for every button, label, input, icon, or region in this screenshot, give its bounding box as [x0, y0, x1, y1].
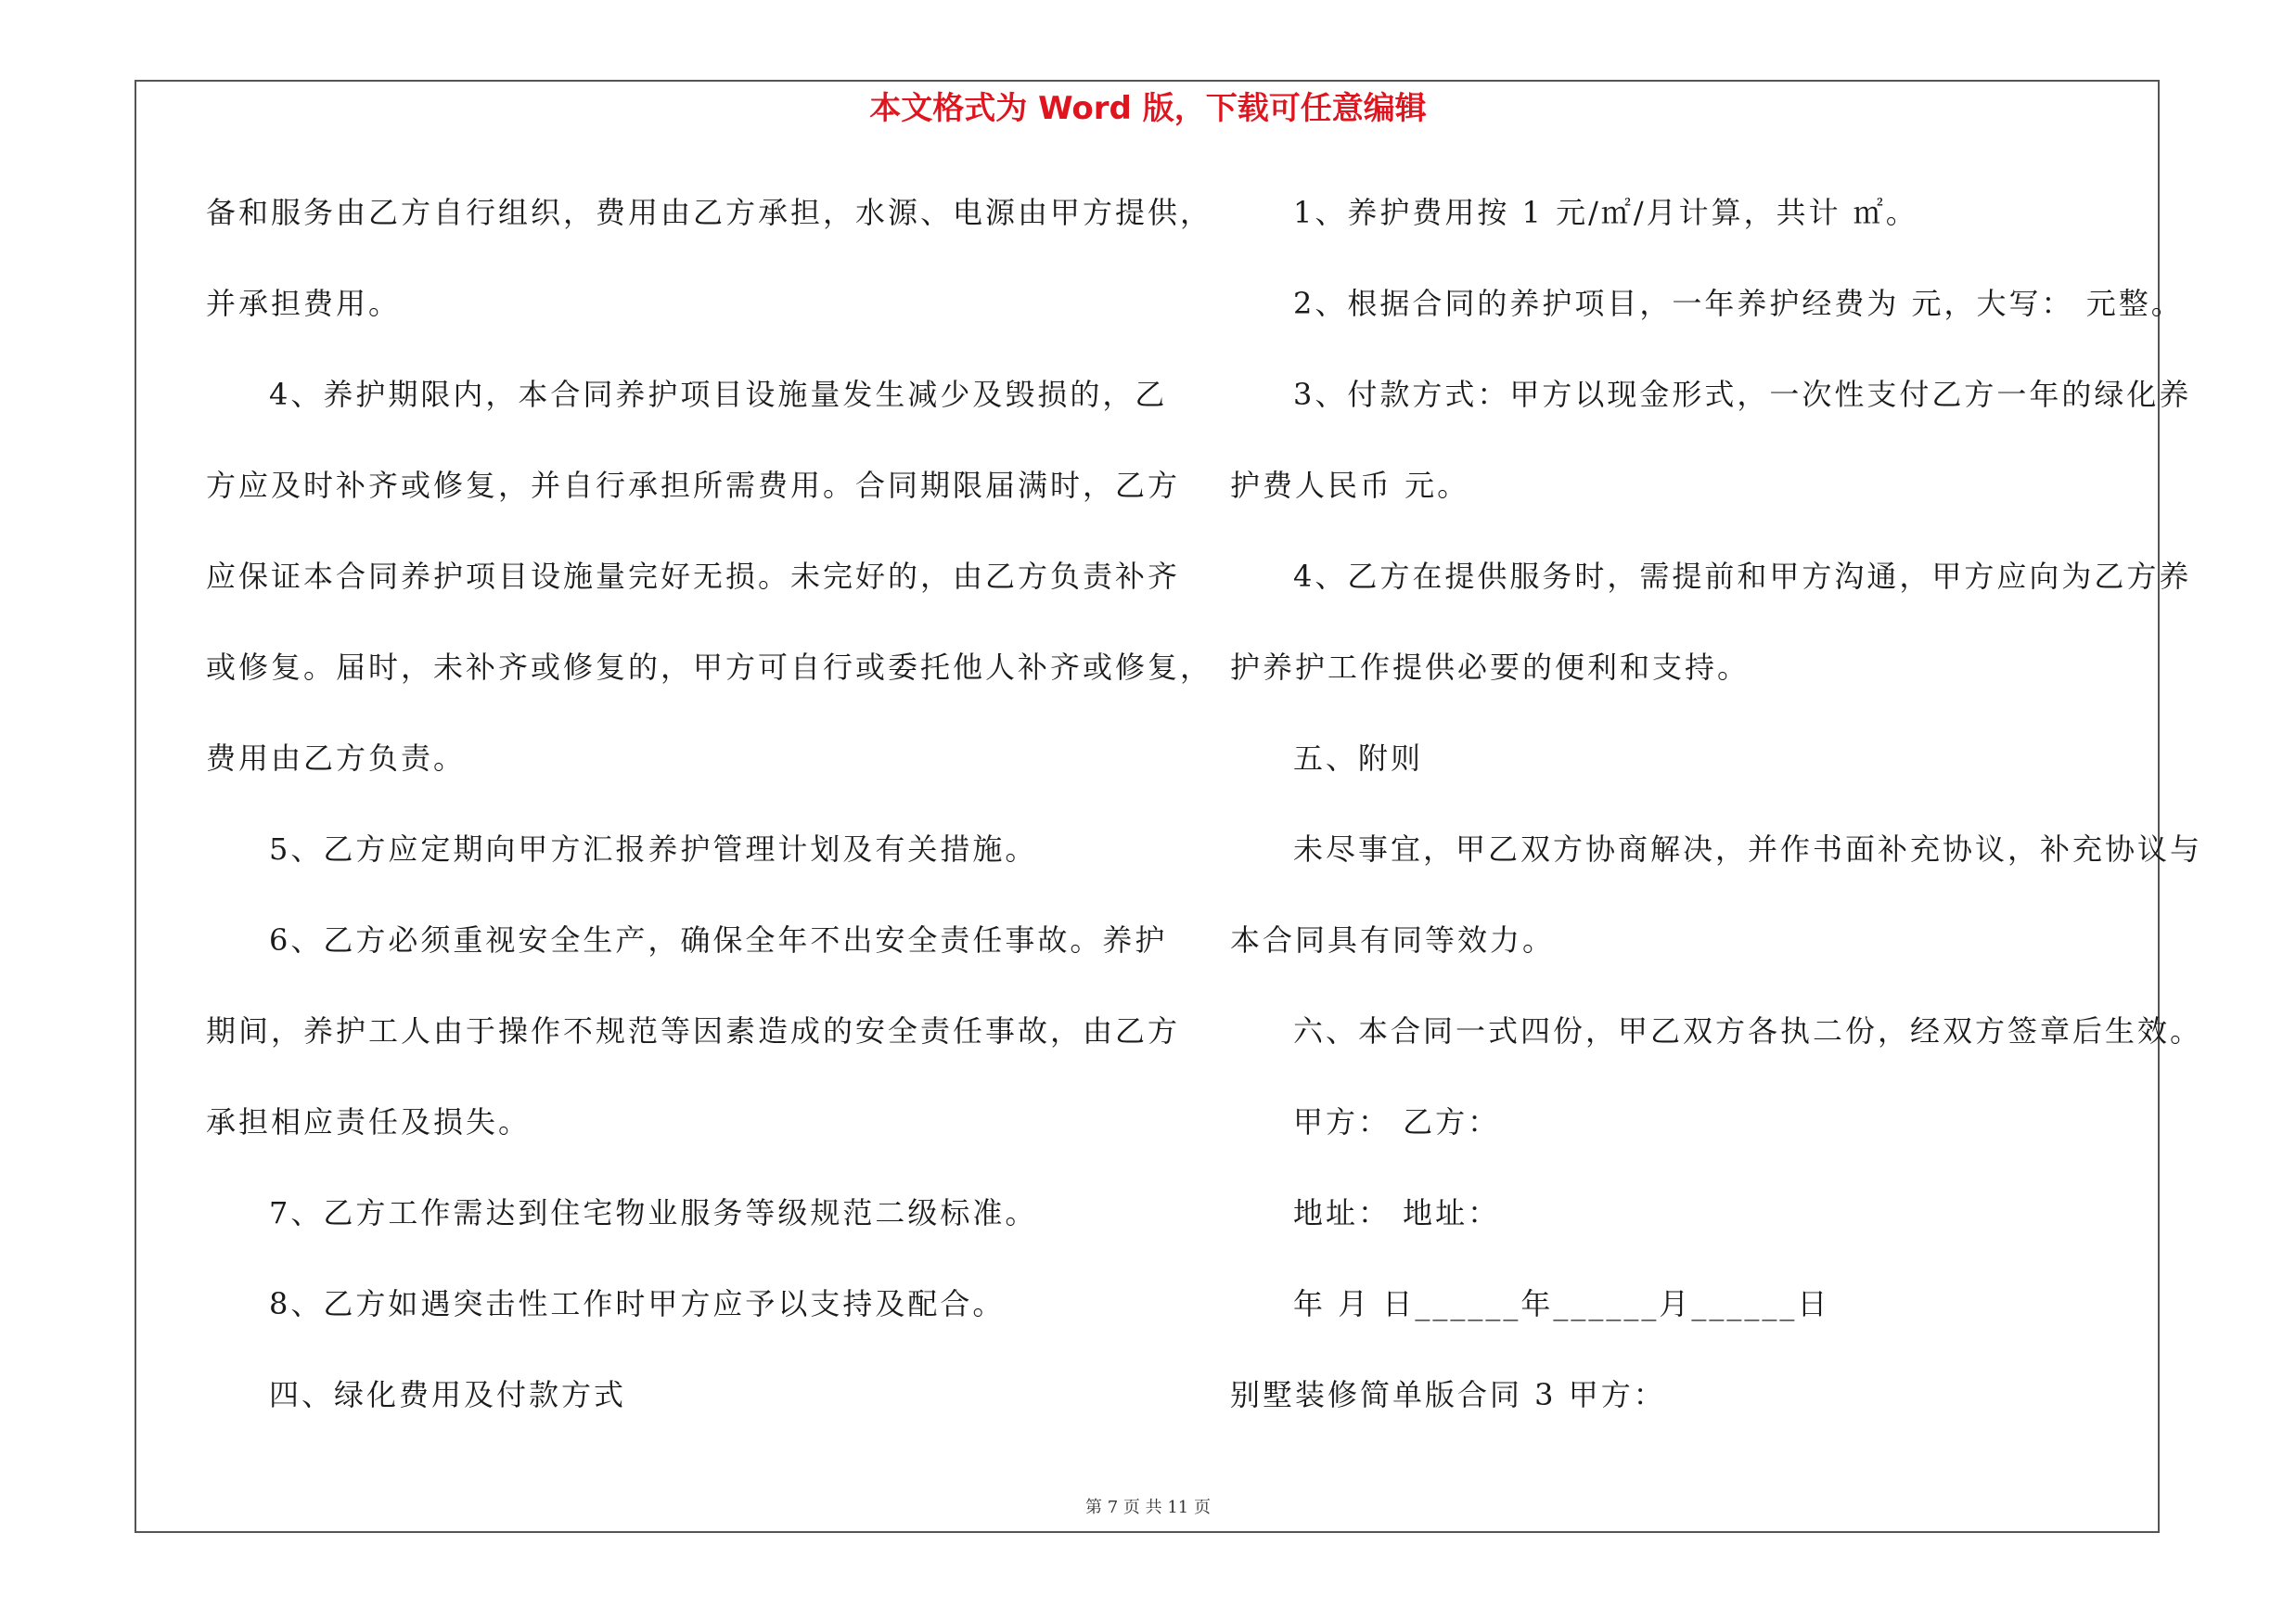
paragraph-line: 本合同具有同等效力。 — [1230, 922, 1556, 958]
paragraph-line: 8、乙方如遇突击性工作时甲方应予以支持及配合。 — [269, 1286, 1006, 1321]
left-column — [206, 184, 1213, 1457]
paragraph-line: 4、养护期限内，本合同养护项目设施量发生减少及毁损的，乙 — [269, 377, 1168, 412]
paragraph-line: 5、乙方应定期向甲方汇报养护管理计划及有关措施。 — [269, 831, 1038, 867]
paragraph-line: 或修复。届时，未补齐或修复的，甲方可自行或委托他人补齐或修复， — [206, 650, 1213, 685]
paragraph-line: 六、本合同一式四份，甲乙双方各执二份，经双方签章后生效。 — [1293, 1013, 2203, 1049]
paragraph-line: 费用由乙方负责。 — [206, 741, 467, 776]
paragraph-line: 护养护工作提供必要的便利和支持。 — [1230, 650, 1751, 685]
date-line: 年 月 日______年______月______日 — [1293, 1286, 1830, 1321]
section-heading: 五、附则 — [1293, 741, 1424, 776]
paragraph-line: 应保证本合同养护项目设施量完好无损。未完好的，由乙方负责补齐 — [206, 559, 1181, 594]
paragraph-line: 并承担费用。 — [206, 286, 402, 321]
paragraph-line: 期间，养护工人由于操作不规范等因素造成的安全责任事故，由乙方 — [206, 1013, 1181, 1049]
paragraph-line: 承担相应责任及损失。 — [206, 1104, 532, 1140]
section-heading: 四、绿化费用及付款方式 — [269, 1377, 627, 1412]
paragraph-line: 方应及时补齐或修复，并自行承担所需费用。合同期限届满时，乙方 — [206, 468, 1181, 503]
paragraph-line: 2、根据合同的养护项目，一年养护经费为 元，大写： 元整。 — [1293, 286, 2184, 321]
paragraph-line: 6、乙方必须重视安全生产，确保全年不出安全责任事故。养护 — [269, 922, 1168, 958]
signature-line: 甲方： 乙方： — [1293, 1104, 1501, 1140]
format-banner: 本文格式为 Word 版，下载可任意编辑 — [869, 90, 1427, 127]
paragraph-line: 1、养护费用按 1 元/㎡/月计算，共计 ㎡。 — [1293, 195, 1918, 230]
address-line: 地址： 地址： — [1293, 1195, 1501, 1230]
paragraph-line: 3、付款方式：甲方以现金形式，一次性支付乙方一年的绿化养 — [1293, 377, 2192, 412]
paragraph-line: 护费人民币 元。 — [1230, 468, 1470, 503]
page-number: 第 7 页 共 11 页 — [1085, 1498, 1211, 1517]
right-column — [1230, 184, 2203, 1457]
paragraph-line: 7、乙方工作需达到住宅物业服务等级规范二级标准。 — [269, 1195, 1038, 1230]
contract-title-line: 别墅装修简单版合同 3 甲方： — [1230, 1377, 1666, 1412]
paragraph-line: 4、乙方在提供服务时，需提前和甲方沟通，甲方应向为乙方养 — [1293, 559, 2192, 594]
paragraph-line: 备和服务由乙方自行组织，费用由乙方承担，水源、电源由甲方提供， — [206, 195, 1213, 230]
paragraph-line: 未尽事宜，甲乙双方协商解决，并作书面补充协议，补充协议与 — [1293, 831, 2203, 867]
